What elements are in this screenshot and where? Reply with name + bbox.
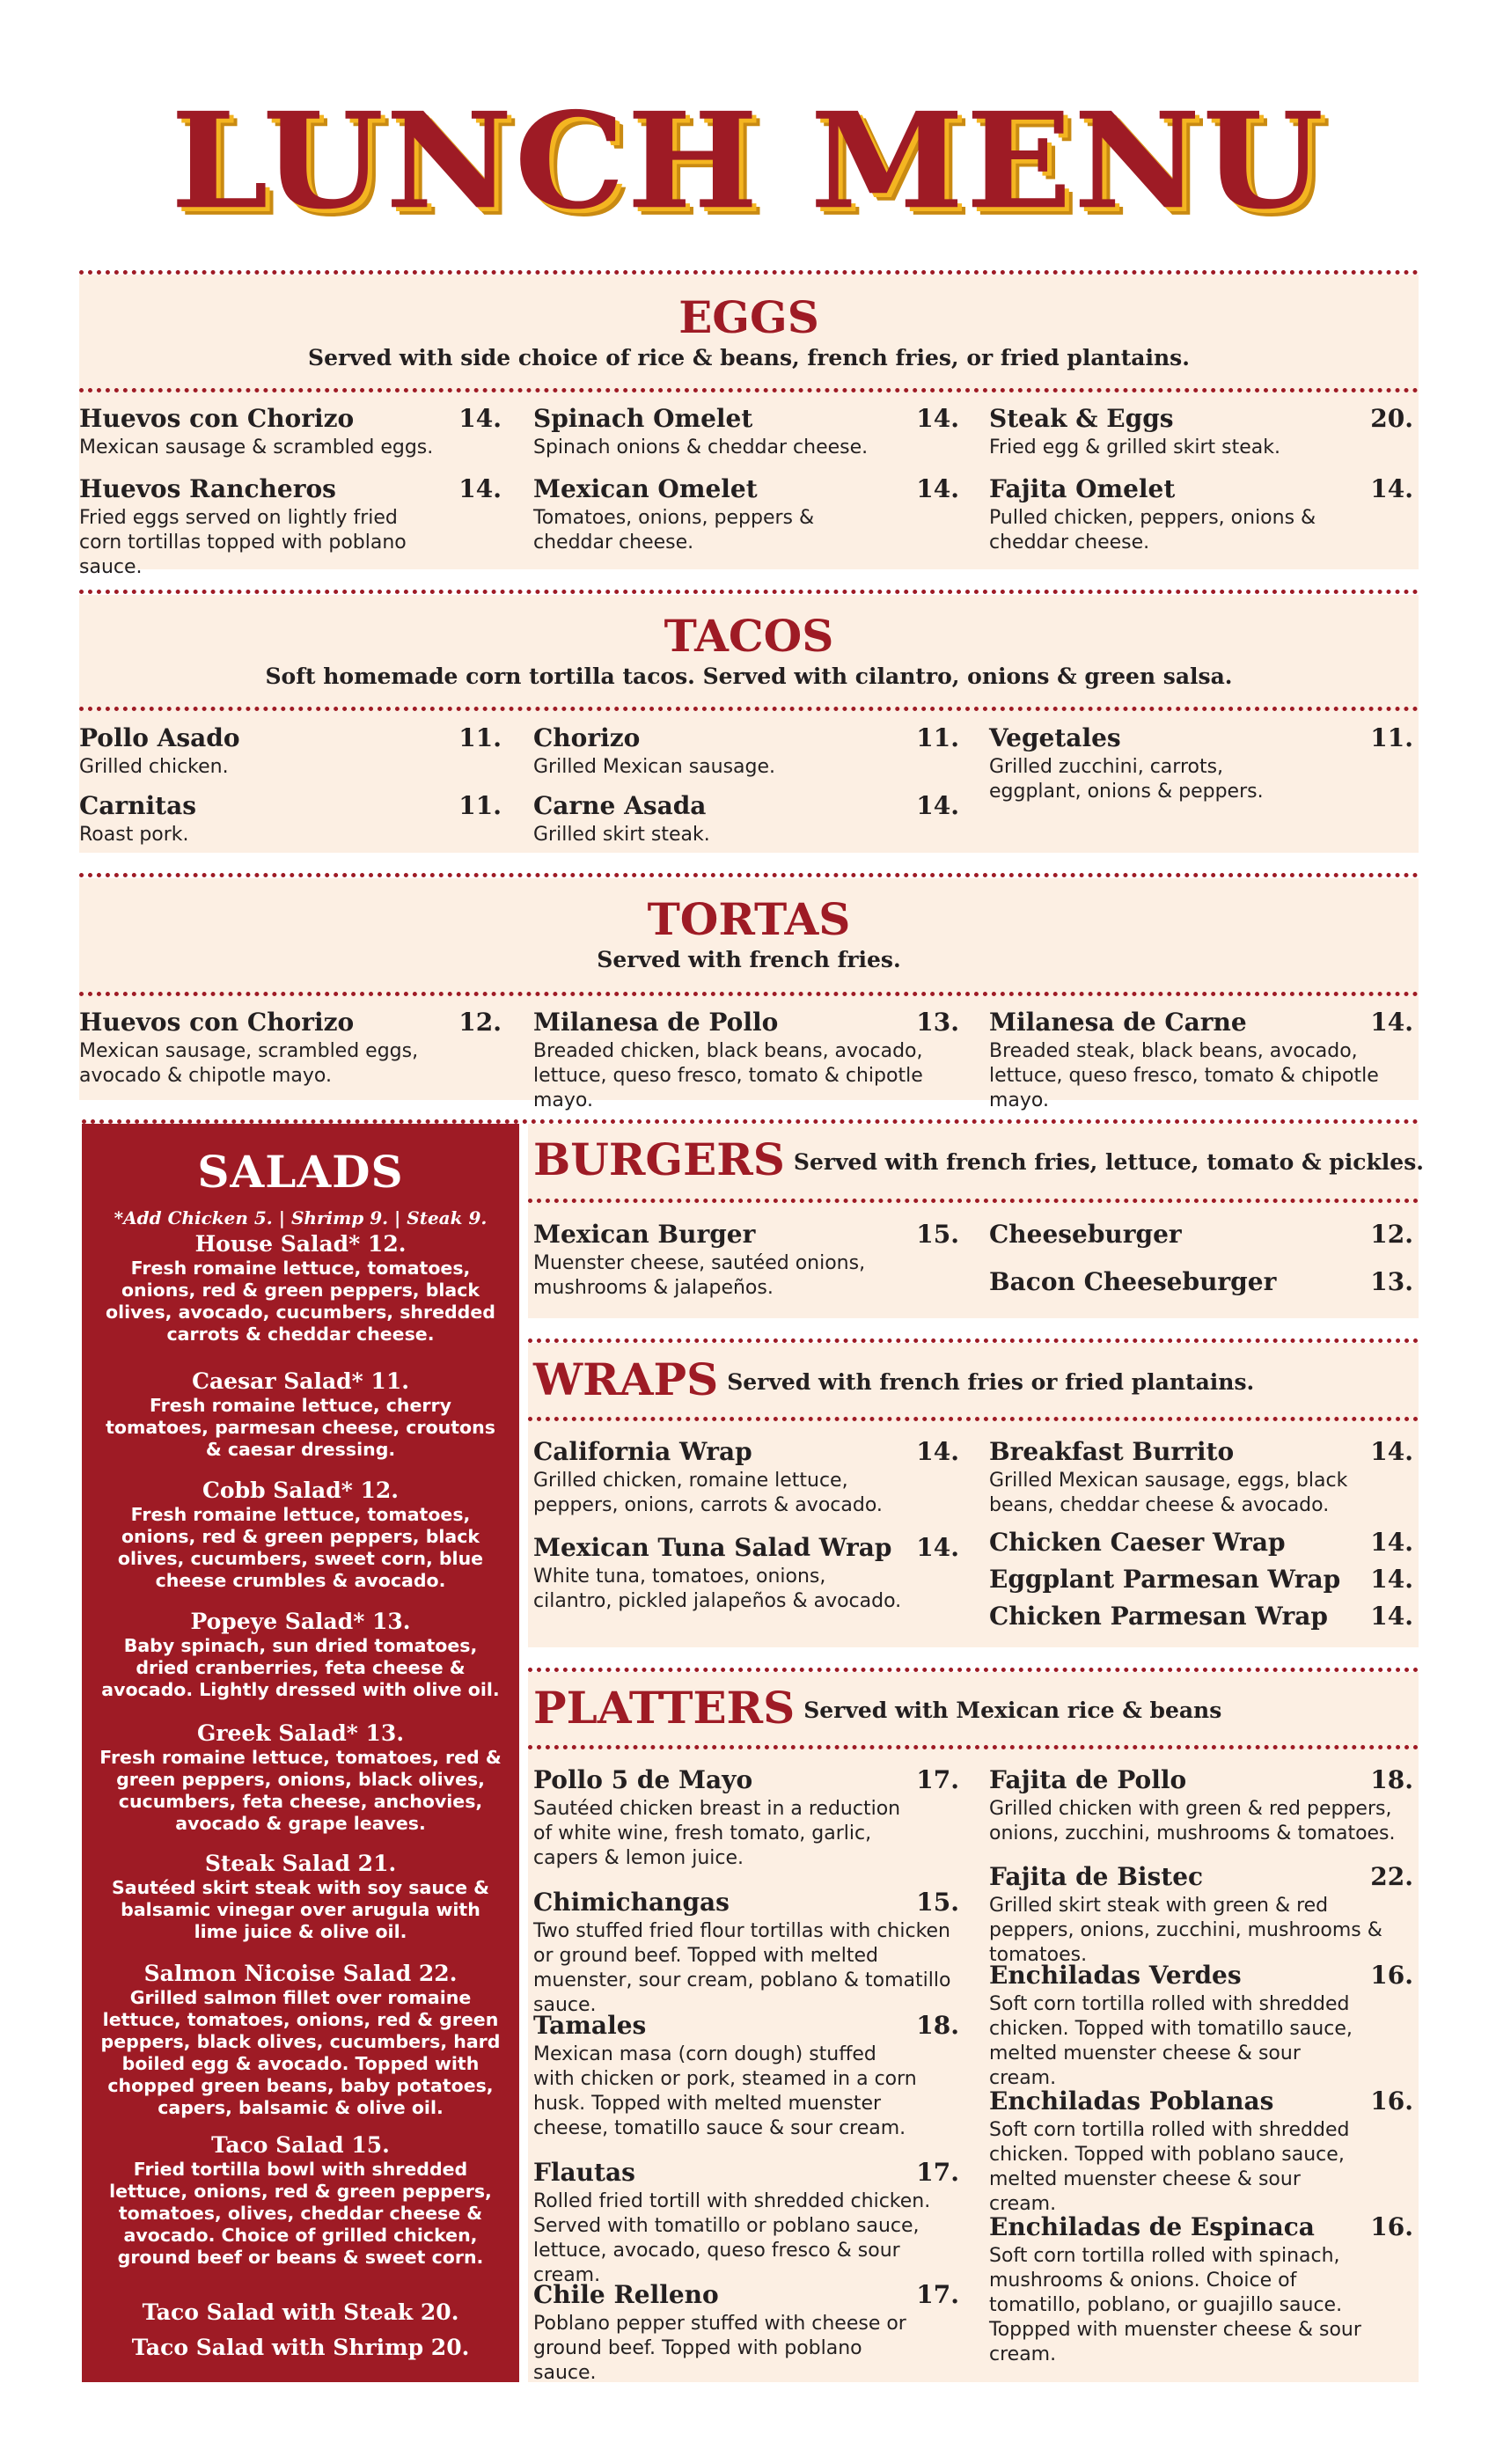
item-price: 14. xyxy=(1370,1528,1413,1557)
section-heading-tacos: TACOS xyxy=(664,610,834,662)
divider xyxy=(528,1199,1419,1203)
item-description: Rolled fried tortill with shredded chicken. Served with tomatillo or poblano sauce, lettuce, avocado, queso fresco & sour cream. xyxy=(533,2190,931,2286)
item-description: Sautéed skirt steak with soy sauce & balsamic vinegar over arugula with lime juice & olive oil. xyxy=(111,1877,489,1942)
item-price: 12. xyxy=(458,1008,502,1037)
menu-item xyxy=(989,1961,1413,2091)
item-description: Grilled chicken with green & red peppers, onions, zucchini, mushrooms & tomatoes. xyxy=(989,1798,1396,1844)
item-name: Chimichangas xyxy=(533,1888,730,1917)
item-price: 14. xyxy=(916,474,959,503)
item-price: 11. xyxy=(458,723,502,752)
salad-extra-shrimp: Taco Salad with Shrimp 20. xyxy=(131,2335,470,2360)
menu-item xyxy=(989,1565,1413,1595)
item-price: 14. xyxy=(1370,1437,1413,1466)
item-name: Spinach Omelet xyxy=(533,404,753,433)
item-name: California Wrap xyxy=(533,1437,752,1466)
item-name: Flautas xyxy=(533,2158,635,2187)
item-description: Poblano pepper stuffed with cheese or ground beef. Topped with poblano sauce. xyxy=(533,2313,906,2384)
item-name: Vegetales xyxy=(989,723,1121,752)
item-price: 14. xyxy=(1370,1565,1413,1594)
item-description: Grilled Mexican sausage. xyxy=(533,756,776,778)
item-description: Soft corn tortilla rolled with shredded chicken. Topped with tomatillo sauce, melted muenster cheese & sour cream. xyxy=(989,1993,1353,2089)
item-name: Carnitas xyxy=(79,791,197,820)
item-description: Muenster cheese, sautéed onions, mushrooms & jalapeños. xyxy=(533,1252,866,1299)
menu-item xyxy=(989,1602,1413,1632)
menu-item xyxy=(989,2086,1413,2217)
item-description: Two stuffed fried flour tortillas with chicken or ground beef. Topped with melted muenster, sour cream, poblano & tomatillo sauce. xyxy=(533,1920,951,2016)
menu-item xyxy=(79,474,502,580)
item-price: 16. xyxy=(1370,2212,1413,2241)
burgers-subtitle: Served with french fries, lettuce, tomato & pickles. xyxy=(793,1149,1424,1175)
item-name: Steak & Eggs xyxy=(989,404,1174,433)
item-name: Pollo Asado xyxy=(79,723,240,752)
item-price: 12. xyxy=(1370,1220,1413,1249)
section-subtitle-eggs: Served with side choice of rice & beans, french fries, or fried plantains. xyxy=(308,345,1190,370)
salad-item xyxy=(98,1961,503,2119)
item-price: 17. xyxy=(916,1765,959,1794)
divider xyxy=(79,388,1419,392)
item-name: Chicken Parmesan Wrap xyxy=(989,1602,1328,1631)
menu-item xyxy=(533,1008,959,1113)
item-description: Mexican sausage & scrambled eggs. xyxy=(79,436,434,458)
item-price: 20. xyxy=(1370,404,1413,433)
item-name: Pollo 5 de Mayo xyxy=(533,1765,753,1794)
menu-item xyxy=(533,791,959,847)
item-price: 18. xyxy=(1370,1765,1413,1794)
item-price: 14. xyxy=(1370,474,1413,503)
item-name: Enchiladas de Espinaca xyxy=(989,2212,1315,2241)
section-subtitle-tortas: Served with french fries. xyxy=(597,947,901,972)
menu-title: LUNCH MENU xyxy=(170,84,1326,239)
item-price: 14. xyxy=(458,474,502,503)
item-price: 15. xyxy=(916,1888,959,1917)
divider xyxy=(79,590,1419,594)
item-name: Cheeseburger xyxy=(989,1220,1182,1249)
salad-item xyxy=(98,1851,503,1943)
item-description: Sautéed chicken breast in a reduction of white wine, fresh tomato, garlic, capers & lemon juice. xyxy=(533,1798,901,1869)
menu-item xyxy=(989,723,1413,804)
item-description: Mexican masa (corn dough) stuffed with chicken or pork, steamed in a corn husk. Topped with melted muenster cheese, tomatillo sauce & sour cream. xyxy=(533,2043,917,2139)
item-price: 14. xyxy=(1370,1008,1413,1037)
menu-item xyxy=(989,404,1413,460)
menu-item xyxy=(533,474,959,555)
salad-item xyxy=(98,1609,503,1701)
item-description: Fresh romaine lettuce, cherry tomatoes, parmesan cheese, croutons & caesar dressing. xyxy=(106,1395,495,1460)
salad-item xyxy=(98,2132,503,2269)
menu-item xyxy=(533,1533,959,1614)
item-name: Steak Salad 21. xyxy=(204,1851,397,1876)
menu-item xyxy=(989,2212,1413,2367)
salad-item xyxy=(98,1368,503,1461)
item-description: White tuna, tomatoes, onions, cilantro, pickled jalapeños & avocado. xyxy=(533,1566,902,1612)
menu-item xyxy=(533,1220,959,1301)
menu-item xyxy=(989,1267,1413,1297)
menu-item xyxy=(79,1008,502,1089)
item-description: Fried tortilla bowl with shredded lettuce, onions, red & green peppers, tomatoes, olives, cheddar cheese & avocado. Choice of grilled chicken, ground beef or beans & sweet corn. xyxy=(109,2159,492,2268)
menu-item xyxy=(533,1765,959,1871)
item-name: Milanesa de Carne xyxy=(989,1008,1247,1037)
item-price: 11. xyxy=(458,791,502,820)
menu-item xyxy=(989,1008,1413,1113)
item-name: Bacon Cheeseburger xyxy=(989,1267,1277,1296)
item-description: Tomatoes, onions, peppers & cheddar cheese. xyxy=(533,507,815,554)
item-price: 11. xyxy=(1370,723,1413,752)
item-description: Grilled Mexican sausage, eggs, black beans, cheddar cheese & avocado. xyxy=(989,1470,1348,1516)
item-price: 13. xyxy=(916,1008,959,1037)
item-price: 16. xyxy=(1370,1961,1413,1990)
item-description: Grilled skirt steak with green & red peppers, onions, zucchini, mushrooms & tomatoes. xyxy=(989,1895,1382,1966)
item-description: Breaded chicken, black beans, avocado, lettuce, queso fresco, tomato & chipotle mayo. xyxy=(533,1040,923,1111)
item-description: Breaded steak, black beans, avocado, lettuce, queso fresco, tomato & chipotle mayo. xyxy=(989,1040,1379,1111)
item-description: Grilled chicken, romaine lettuce, peppers, onions, carrots & avocado. xyxy=(533,1470,883,1516)
divider xyxy=(528,1745,1419,1749)
item-name: Mexican Burger xyxy=(533,1220,756,1249)
item-description: Fresh romaine lettuce, tomatoes, onions, red & green peppers, black olives, avocado, cucumbers, shredded carrots & cheddar cheese. xyxy=(106,1258,495,1345)
menu-item xyxy=(533,2158,959,2288)
item-name: Huevos con Chorizo xyxy=(79,404,355,433)
menu-item xyxy=(533,723,959,780)
item-price: 22. xyxy=(1370,1862,1413,1891)
item-price: 14. xyxy=(916,791,959,820)
salads-panel xyxy=(82,1124,519,2382)
salad-item xyxy=(98,1231,503,1346)
menu-item xyxy=(533,1888,959,2018)
item-description: Fresh romaine lettuce, tomatoes, onions, red & green peppers, black olives, cucumbers, sweet corn, blue cheese crumbles & avocado. xyxy=(117,1504,484,1591)
salads-add-protein-note: *Add Chicken 5. | Shrimp 9. | Steak 9. xyxy=(114,1207,488,1228)
item-description: Grilled zucchini, carrots, eggplant, onions & peppers. xyxy=(989,756,1264,803)
item-name: Caesar Salad* 11. xyxy=(192,1368,409,1394)
burgers-title: BURGERS xyxy=(533,1133,785,1185)
item-name: Huevos con Chorizo xyxy=(79,1008,355,1037)
salad-item xyxy=(98,1478,503,1592)
item-price: 17. xyxy=(916,2280,959,2309)
item-description: Grilled skirt steak. xyxy=(533,824,710,846)
divider xyxy=(79,873,1419,877)
menu-item xyxy=(533,1437,959,1518)
salad-extra-steak: Taco Salad with Steak 20. xyxy=(142,2299,459,2325)
menu-item xyxy=(79,404,502,460)
item-name: Taco Salad 15. xyxy=(211,2132,390,2158)
wraps-subtitle: Served with french fries or fried plantains. xyxy=(727,1369,1255,1395)
section-heading-tortas: TORTAS xyxy=(647,893,851,945)
item-price: 17. xyxy=(916,2158,959,2187)
item-name: Fajita Omelet xyxy=(989,474,1176,503)
menu-item xyxy=(79,723,502,780)
item-description: Soft corn tortilla rolled with shredded chicken. Topped with poblano sauce, melted muenster cheese & sour cream. xyxy=(989,2119,1350,2215)
item-price: 16. xyxy=(1370,2086,1413,2116)
item-description: Baby spinach, sun dried tomatoes, dried cranberries, feta cheese & avocado. Lightly dressed with olive oil. xyxy=(101,1635,500,1700)
item-name: Mexican Omelet xyxy=(533,474,758,503)
item-price: 13. xyxy=(1370,1267,1413,1296)
item-name: Fajita de Pollo xyxy=(989,1765,1187,1794)
menu-item xyxy=(989,1220,1413,1250)
section-heading-burgers xyxy=(533,1133,1424,1185)
item-name: Fajita de Bistec xyxy=(989,1862,1204,1891)
item-name: Mexican Tuna Salad Wrap xyxy=(533,1533,892,1562)
item-name: Cobb Salad* 12. xyxy=(202,1478,399,1503)
section-heading-platters xyxy=(533,1682,1222,1734)
item-name: Greek Salad* 13. xyxy=(196,1720,405,1746)
section-heading-salads: SALADS xyxy=(197,1146,404,1198)
item-description: Fresh romaine lettuce, tomatoes, red & green peppers, onions, black olives, cucumbers, feta cheese, anchovies, avocado & grape leaves. xyxy=(99,1747,502,1834)
item-description: Roast pork. xyxy=(79,824,189,846)
item-name: Milanesa de Pollo xyxy=(533,1008,779,1037)
menu-item xyxy=(533,2011,959,2141)
item-name: Tamales xyxy=(533,2011,647,2040)
item-price: 11. xyxy=(916,723,959,752)
divider xyxy=(79,707,1419,711)
item-price: 14. xyxy=(916,1437,959,1466)
item-name: Carne Asada xyxy=(533,791,707,820)
item-name: House Salad* 12. xyxy=(194,1231,407,1257)
menu-item xyxy=(989,474,1413,555)
menu-item xyxy=(533,2280,959,2386)
platters-title: PLATTERS xyxy=(533,1682,796,1734)
item-price: 14. xyxy=(916,1533,959,1562)
section-heading-wraps xyxy=(533,1353,1255,1405)
item-name: Breakfast Burrito xyxy=(989,1437,1235,1466)
item-description: Pulled chicken, peppers, onions & cheddar cheese. xyxy=(989,507,1316,554)
item-name: Huevos Rancheros xyxy=(79,474,336,503)
menu-item xyxy=(989,1862,1413,1968)
item-description: Spinach onions & cheddar cheese. xyxy=(533,436,869,458)
item-name: Enchiladas Poblanas xyxy=(989,2086,1274,2116)
menu-item xyxy=(533,404,959,460)
item-description: Fried eggs served on lightly fried corn tortillas topped with poblano sauce. xyxy=(79,507,407,578)
section-heading-eggs: EGGS xyxy=(678,291,819,343)
item-description: Grilled chicken. xyxy=(79,756,229,778)
item-description: Mexican sausage, scrambled eggs, avocado & chipotle mayo. xyxy=(79,1040,419,1087)
wraps-title: WRAPS xyxy=(533,1353,719,1405)
item-price: 15. xyxy=(916,1220,959,1249)
menu-item xyxy=(989,1528,1413,1558)
menu-item xyxy=(79,791,502,847)
divider xyxy=(79,992,1419,996)
item-price: 14. xyxy=(1370,1602,1413,1631)
item-description: Grilled salmon fillet over romaine lettuce, tomatoes, onions, red & green peppers, black olives, cucumbers, hard boiled egg & avocado. Topped with chopped green beans, baby potatoes, capers, balsamic & olive oil. xyxy=(100,1987,501,2118)
divider xyxy=(528,1417,1419,1421)
item-name: Chile Relleno xyxy=(533,2280,719,2309)
item-name: Enchiladas Verdes xyxy=(989,1961,1242,1990)
item-description: Soft corn tortilla rolled with spinach, mushrooms & onions. Choice of tomatillo, poblano, or guajillo sauce. Toppped with muenster cheese & sour cream. xyxy=(989,2245,1361,2365)
item-name: Popeye Salad* 13. xyxy=(190,1609,411,1634)
item-price: 14. xyxy=(458,404,502,433)
item-description: Fried egg & grilled skirt steak. xyxy=(989,436,1280,458)
section-subtitle-tacos: Soft homemade corn tortilla tacos. Served with cilantro, onions & green salsa. xyxy=(265,664,1233,689)
item-price: 18. xyxy=(916,2011,959,2040)
menu-item xyxy=(989,1765,1413,1846)
item-name: Salmon Nicoise Salad 22. xyxy=(143,1961,458,1986)
item-name: Chorizo xyxy=(533,723,641,752)
platters-subtitle: Served with Mexican rice & beans xyxy=(803,1698,1222,1723)
salad-item xyxy=(98,1720,503,1835)
item-name: Eggplant Parmesan Wrap xyxy=(989,1565,1341,1594)
item-price: 14. xyxy=(916,404,959,433)
item-name: Chicken Caeser Wrap xyxy=(989,1528,1286,1557)
menu-item xyxy=(989,1437,1413,1518)
